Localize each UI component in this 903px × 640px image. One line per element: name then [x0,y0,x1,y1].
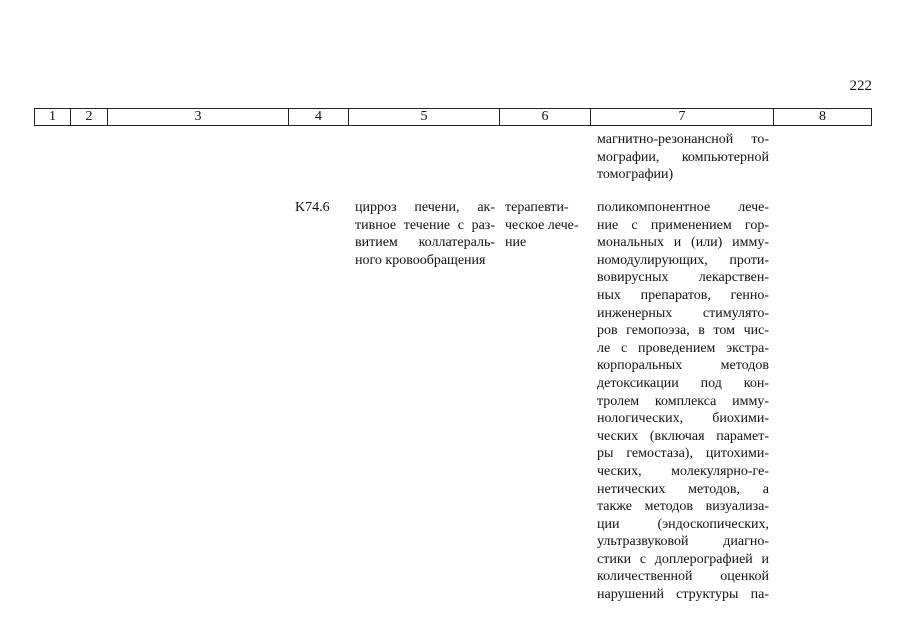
text-line: количественной оценкой [597,569,769,585]
text-line: ции (эндоскопических, [597,516,769,532]
text-line: ние с применением гор- [597,217,769,233]
column-header-4: 4 [289,109,349,126]
column-header-row [34,108,872,126]
page-number: 222 [849,78,872,94]
text-line: ле с проведением экстра- [597,340,769,356]
icd-code [295,199,351,217]
text-line: магнитно-резонансной то- [597,132,769,147]
text-line: цирроз печени, ак- [355,200,495,215]
text-line: ры гемостаза), цитохими- [597,446,769,462]
text-line: ультразвуковой диагно- [597,534,769,550]
text-line: тролем комплекса имму- [597,393,769,409]
text-line: корпоральных методов [597,358,769,374]
text-line: нетических методов, а [597,481,769,497]
text-line: ческих, молекулярно-ге- [597,463,769,479]
icd-code-text: K74.6 [295,200,330,215]
col7-continuation-text [597,131,769,184]
text-line: ного кровообращения [355,252,486,268]
text-line: стики с доплерографией и [597,551,769,567]
text-line: поликомпонентное лече- [597,200,769,215]
column-header-1: 1 [35,109,71,126]
text-line: детоксикации под кон- [597,375,769,391]
text-line: витием коллатераль- [355,235,495,251]
text-line: мографии, компьютерной [597,149,769,165]
column-header-3: 3 [108,109,289,126]
text-line: мональных и (или) имму- [597,235,769,251]
text-line: терапевти- [505,200,569,215]
text-line: ров гемопоэза, в том чис- [597,323,769,339]
text-line: нарушений структуры па- [597,587,769,603]
column-header-2: 2 [71,109,108,126]
text-line: томографии) [597,167,674,183]
text-line: нологических, биохими- [597,411,769,427]
text-line: номодулирующих, проти- [597,252,769,268]
text-line: ческое лече- [505,217,579,233]
treatment-method-text [597,199,769,604]
text-line: инженерных стимулято- [597,305,769,321]
text-line: ние [505,235,527,251]
text-line: также методов визуализа- [597,499,769,515]
column-header-6: 6 [500,109,591,126]
text-line: ных препаратов, генно- [597,287,769,303]
column-header-5: 5 [349,109,500,126]
diagnosis-text [355,199,495,269]
column-header-8: 8 [774,109,872,126]
treatment-type-text [505,199,589,252]
text-line: вовирусных лекарствен- [597,270,769,286]
column-header-7: 7 [591,109,774,126]
text-line: ческих (включая парамет- [597,428,769,444]
text-line: тивное течение с раз- [355,217,495,233]
